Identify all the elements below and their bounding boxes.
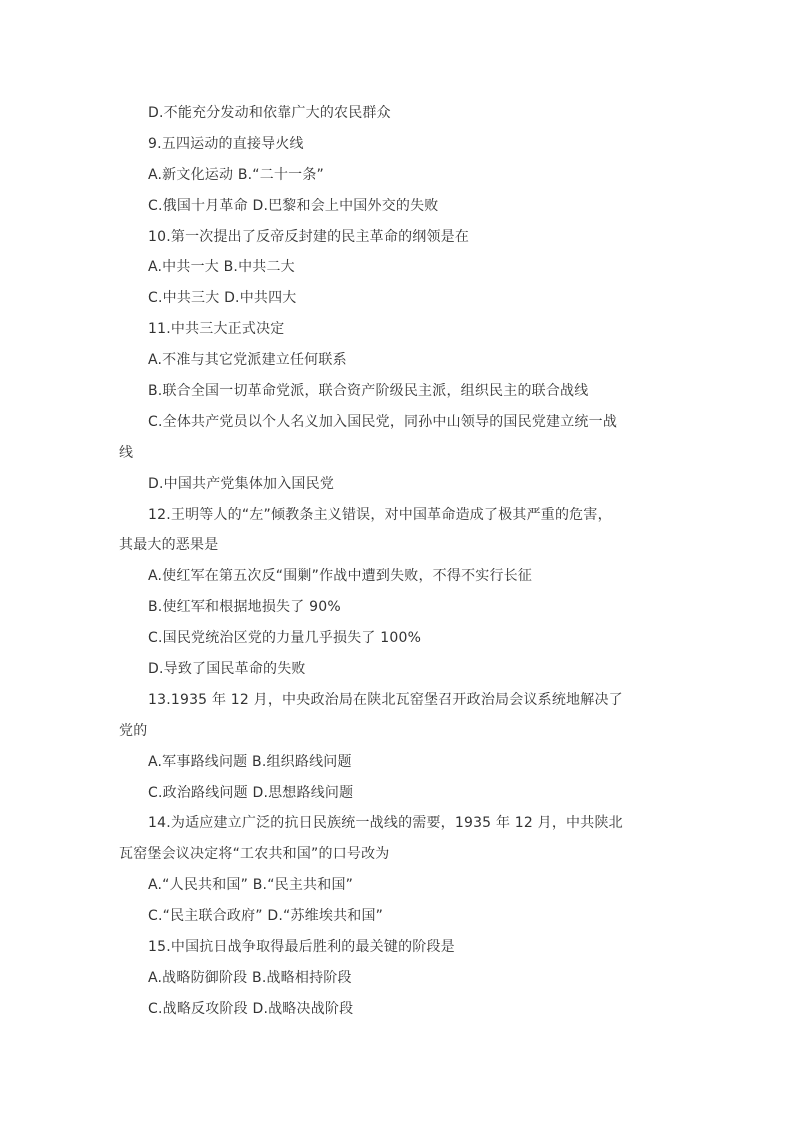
option-line: C.“民主联合政府” D.“苏维埃共和国” [148, 908, 384, 925]
question-line: 15.中国抗日战争取得最后胜利的最关键的阶段是 [148, 939, 455, 956]
question-line: 11.中共三大正式决定 [148, 321, 285, 338]
question-line-continuation: 瓦窑堡会议决定将“工农共和国”的口号改为 [119, 846, 390, 863]
option-line: C.政治路线问题 D.思想路线问题 [148, 784, 354, 801]
question-line: 9.五四运动的直接导火线 [148, 135, 304, 152]
option-line: D.不能充分发动和依靠广大的农民群众 [148, 105, 391, 121]
option-line: A.中共一大 B.中共二大 [148, 259, 295, 276]
option-line: D.导致了国民革命的失败 [148, 661, 306, 678]
option-line: C.中共三大 D.中共四大 [148, 290, 297, 307]
option-line: A.使红军在第五次反“围剿”作战中遭到失败，不得不实行长征 [148, 568, 533, 585]
option-line: C.国民党统治区党的力量几乎损失了 100% [148, 630, 422, 647]
option-line: A.战略防御阶段 B.战略相持阶段 [148, 969, 352, 986]
option-line-continuation: 线 [119, 444, 134, 461]
option-line: D.中国共产党集体加入国民党 [148, 475, 335, 492]
option-line: A.不准与其它党派建立任何联系 [148, 352, 347, 369]
question-list [119, 98, 679, 1025]
question-line-continuation: 党的 [119, 722, 148, 739]
option-line: A.“人民共和国” B.“民主共和国” [148, 877, 354, 894]
option-line: C.全体共产党员以个人名义加入国民党，同孙中山领导的国民党建立统一战 [148, 413, 618, 430]
option-line: C.战略反攻阶段 D.战略决战阶段 [148, 1000, 354, 1017]
question-line-continuation: 其最大的恶果是 [119, 537, 219, 554]
option-line: A.新文化运动 B.“二十一条” [148, 166, 324, 183]
question-line: 14.为适应建立广泛的抗日民族统一战线的需要，1935 年 12 月，中共陕北 [148, 815, 623, 832]
question-line: 10.第一次提出了反帝反封建的民主革命的纲领是在 [148, 228, 470, 245]
option-line: B.使红军和根据地损失了 90% [148, 599, 341, 616]
question-line: 12.王明等人的“左”倾教条主义错误，对中国革命造成了极其严重的危害， [148, 506, 612, 523]
option-line: B.联合全国一切革命党派，联合资产阶级民主派，组织民主的联合战线 [148, 383, 589, 400]
option-line: C.俄国十月革命 D.巴黎和会上中国外交的失败 [148, 197, 439, 214]
option-line: A.军事路线问题 B.组织路线问题 [148, 753, 352, 770]
question-line: 13.1935 年 12 月，中央政治局在陕北瓦窑堡召开政治局会议系统地解决了 [148, 691, 623, 708]
